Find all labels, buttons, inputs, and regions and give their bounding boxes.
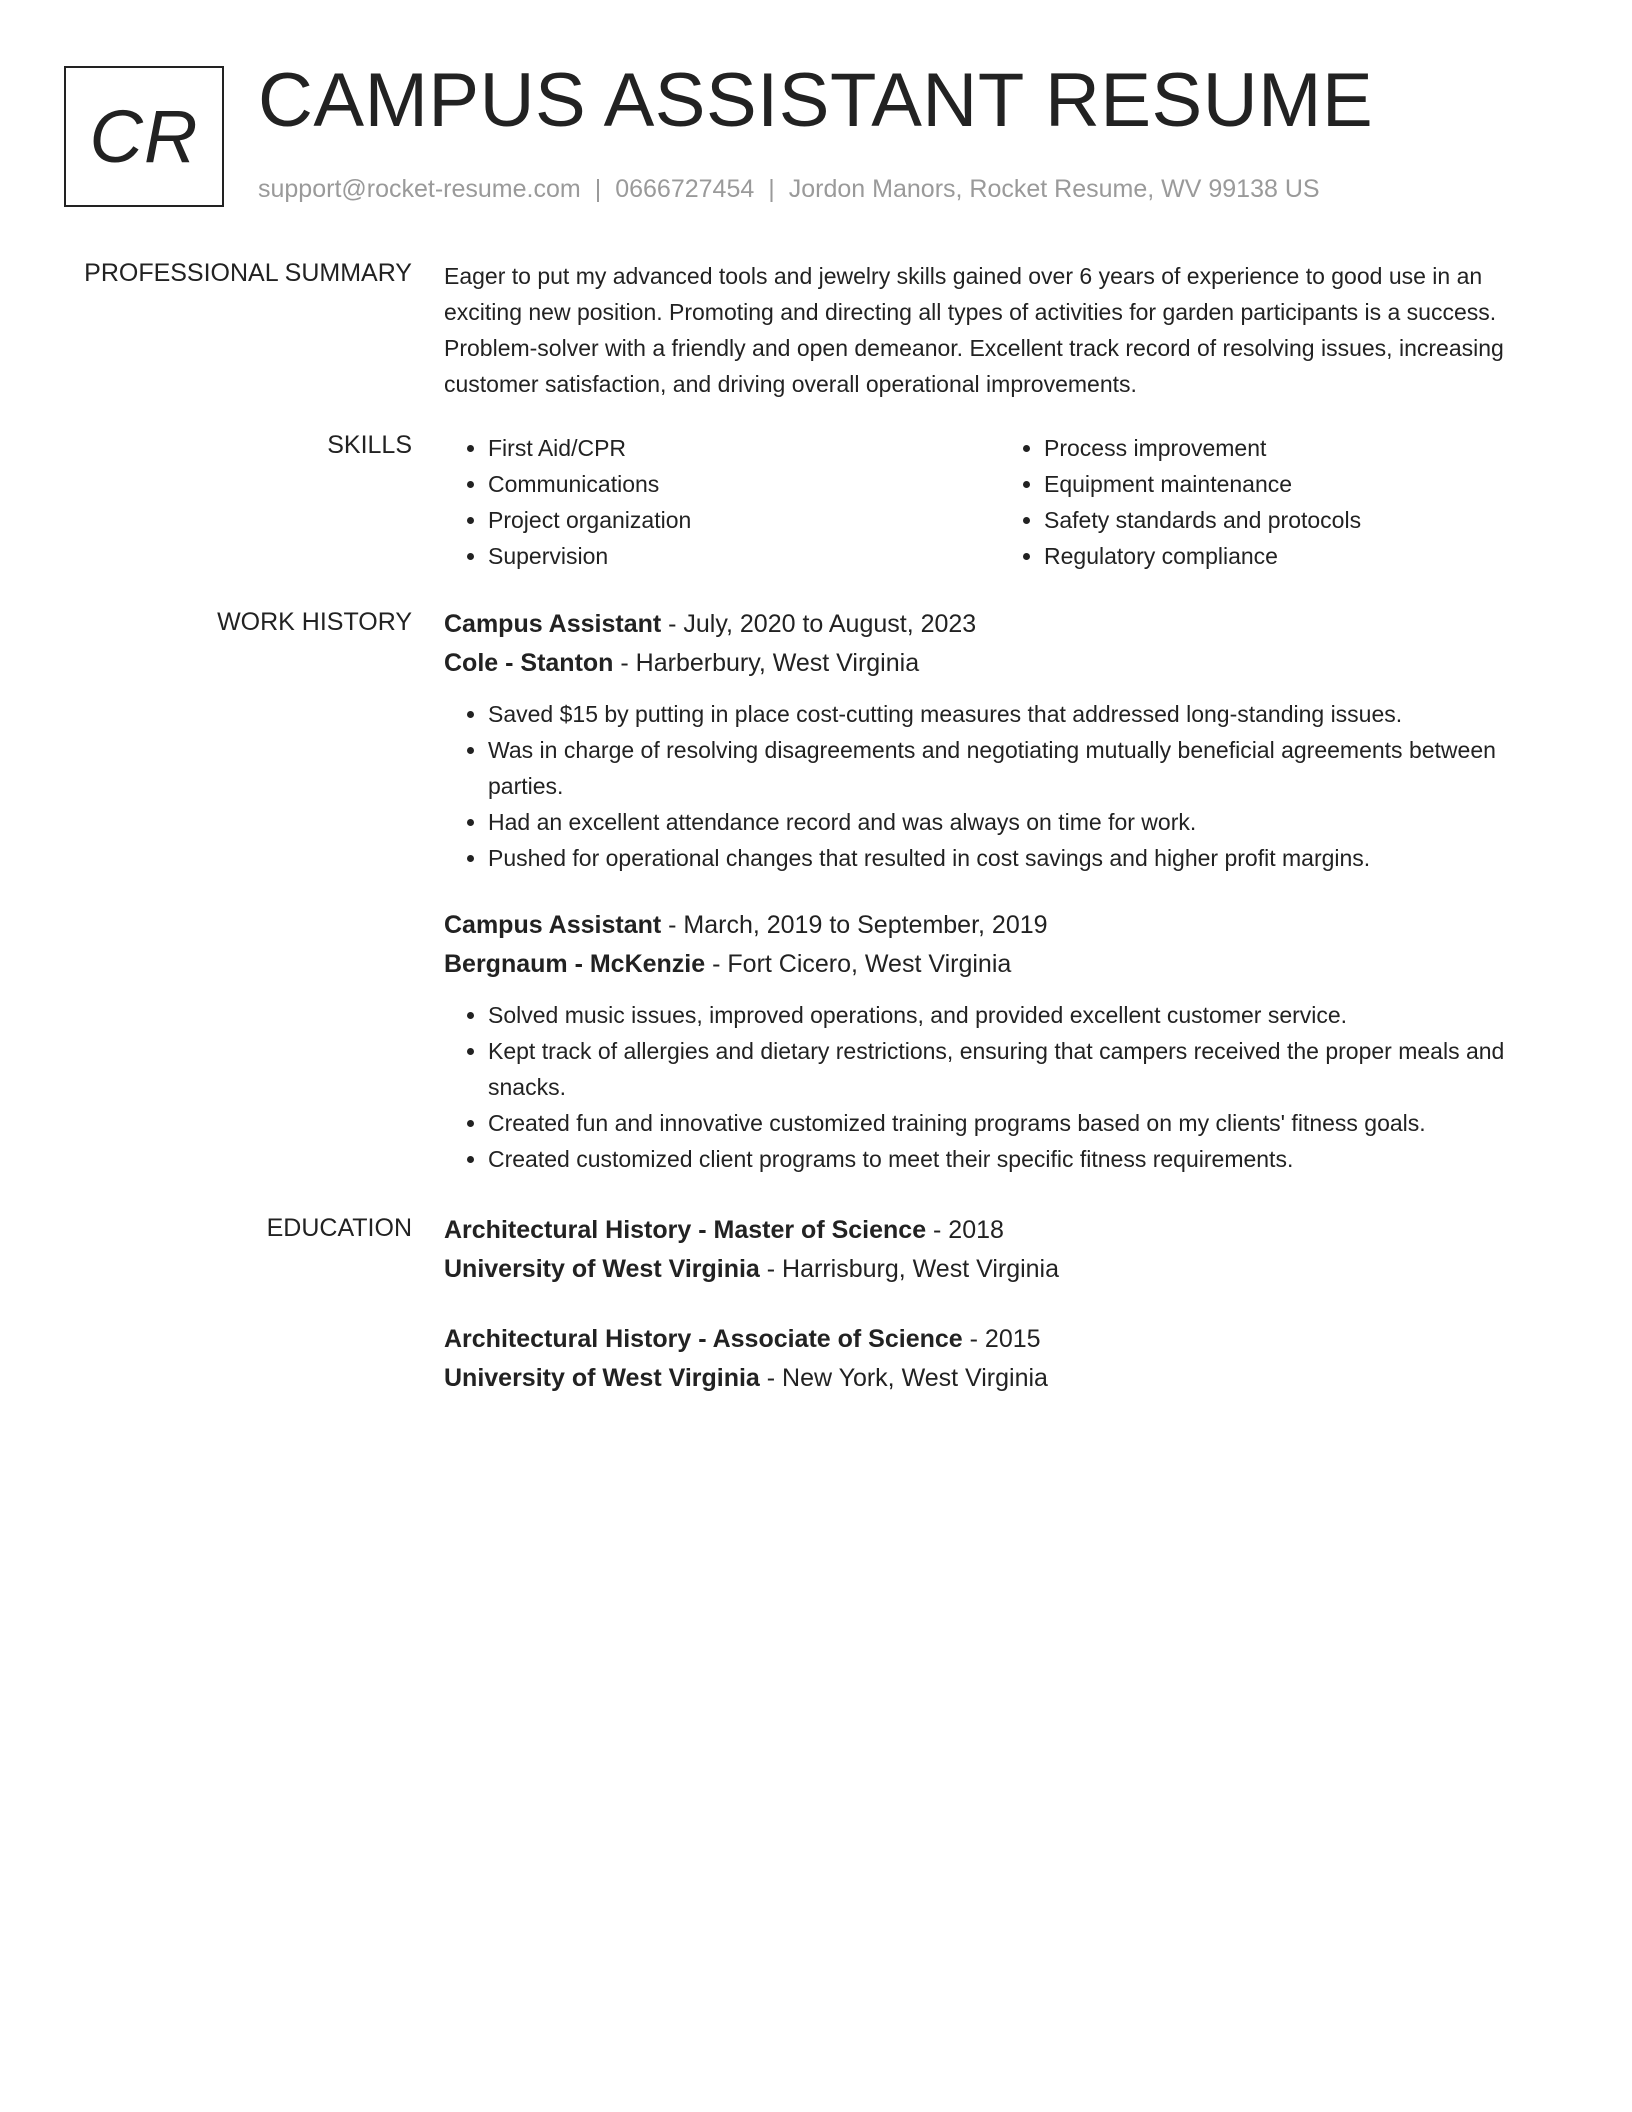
job-location: - Harberbury, West Virginia <box>613 649 920 677</box>
skill-item: • Communications <box>488 466 1000 502</box>
skill-item: • Process improvement <box>1044 430 1556 466</box>
education-school-line <box>444 1359 1556 1398</box>
education-entry <box>444 1320 1556 1398</box>
contact-separator: | <box>594 175 602 203</box>
contact-address: Jordon Manors, Rocket Resume, WV 99138 US <box>788 175 1320 203</box>
skill-item: • Safety standards and protocols <box>1044 502 1556 538</box>
job-bullet: • Kept track of allergies and dietary restrictions, ensuring that campers received the proper meals and snacks. <box>488 1033 1556 1105</box>
job-dates: - July, 2020 to August, 2023 <box>661 610 977 638</box>
monogram-box <box>64 66 224 207</box>
education-degree-line <box>444 1320 1556 1359</box>
education-school: University of West Virginia <box>444 1364 760 1392</box>
contact-line <box>258 174 1320 204</box>
education-year: - 2015 <box>962 1325 1041 1353</box>
job-bullet: • Solved music issues, improved operations, and provided excellent customer service. <box>488 997 1556 1033</box>
job-bullet: • Had an excellent attendance record and was always on time for work. <box>488 804 1556 840</box>
work-label: WORK HISTORY <box>217 608 412 636</box>
job-bullet: • Saved $15 by putting in place cost-cutting measures that addressed long-standing issues. <box>488 696 1556 732</box>
contact-phone[interactable]: 0666727454 <box>615 175 755 203</box>
job-title-line <box>444 906 1556 945</box>
summary-text: Eager to put my advanced tools and jewelry skills gained over 6 years of experience to good use in an exciting new position. Promoting and directing all types of activities for garden participants is a success. Problem-solver with a friendly and open demeanor. Excellent track record of resolving issues, increasing customer satisfaction, and driving overall operational improvements. <box>444 263 1504 397</box>
education-location: - New York, West Virginia <box>759 1364 1048 1392</box>
monogram-initials: CR <box>89 95 199 178</box>
summary-body <box>444 258 1556 402</box>
job-company-line <box>444 644 1556 683</box>
education-year: - 2018 <box>926 1216 1004 1244</box>
education-body <box>444 1211 1556 1398</box>
job-location: - Fort Cicero, West Virginia <box>705 950 1012 978</box>
job-title: Campus Assistant <box>444 610 662 638</box>
skills-list-left <box>444 430 1000 574</box>
education-entry <box>444 1211 1556 1289</box>
education-degree: Architectural History - Associate of Science <box>444 1325 963 1353</box>
skill-item: • Project organization <box>488 502 1000 538</box>
job-bullet: • Was in charge of resolving disagreements and negotiating mutually beneficial agreements between parties. <box>488 732 1556 804</box>
skill-item: • Supervision <box>488 538 1000 574</box>
job-bullet: • Pushed for operational changes that resulted in cost savings and higher profit margins. <box>488 840 1556 876</box>
job-company-line <box>444 945 1556 984</box>
work-body <box>444 605 1556 1177</box>
education-school-line <box>444 1250 1556 1289</box>
job-title-line <box>444 605 1556 644</box>
contact-email[interactable]: support@rocket-resume.com <box>258 175 581 203</box>
job-bullet: • Created customized client programs to meet their specific fitness requirements. <box>488 1141 1556 1177</box>
skill-item: • Equipment maintenance <box>1044 466 1556 502</box>
job-entry <box>444 605 1556 876</box>
education-school: University of West Virginia <box>444 1255 760 1283</box>
education-degree-line <box>444 1211 1556 1250</box>
skill-item: • Regulatory compliance <box>1044 538 1556 574</box>
resume-title: CAMPUS ASSISTANT RESUME <box>258 58 1374 143</box>
job-entry <box>444 906 1556 1177</box>
job-dates: - March, 2019 to September, 2019 <box>661 911 1048 939</box>
summary-label: PROFESSIONAL SUMMARY <box>84 259 412 287</box>
skills-list-right <box>1000 430 1556 574</box>
job-bullets <box>444 997 1556 1177</box>
skills-body <box>444 430 1556 574</box>
contact-separator: | <box>768 175 775 203</box>
job-bullet: • Created fun and innovative customized training programs based on my clients' fitness goals. <box>488 1105 1556 1141</box>
job-bullets <box>444 696 1556 876</box>
job-company: Cole - Stanton <box>444 649 614 677</box>
job-title: Campus Assistant <box>444 911 662 939</box>
education-location: - Harrisburg, West Virginia <box>759 1255 1060 1283</box>
skill-item: • First Aid/CPR <box>488 430 1000 466</box>
education-degree: Architectural History - Master of Science <box>444 1216 927 1244</box>
education-label: EDUCATION <box>266 1214 412 1242</box>
job-company: Bergnaum - McKenzie <box>444 950 706 978</box>
skills-label: SKILLS <box>327 431 412 459</box>
